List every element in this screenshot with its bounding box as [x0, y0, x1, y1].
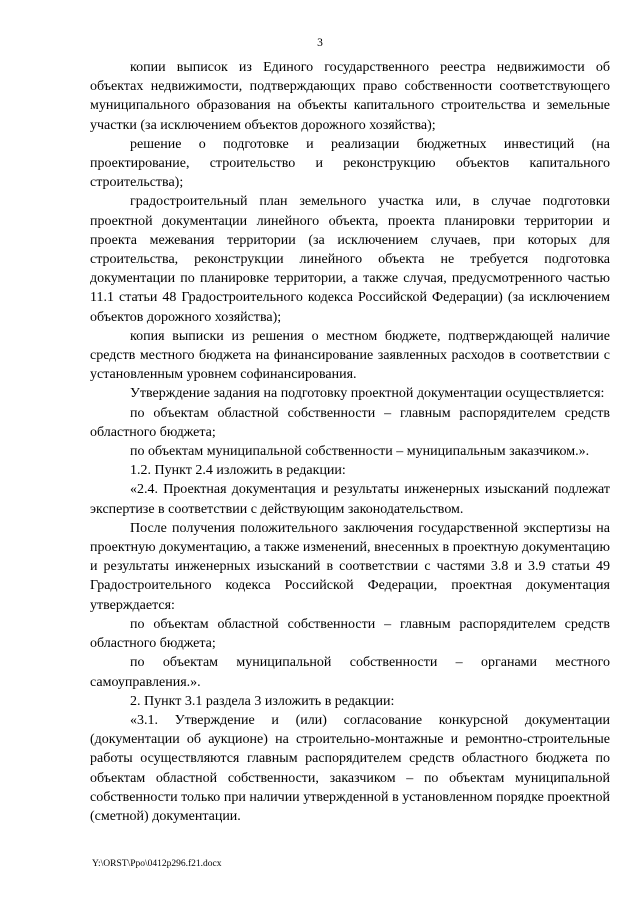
paragraph: 2. Пункт 3.1 раздела 3 изложить в редакции:	[130, 693, 395, 709]
paragraph: по объектам муниципальной собственности – муниципальным заказчиком.».	[130, 444, 590, 460]
paragraph: «3.1. Утверждение и (или) согласование конкурсной документации (документации об аукционе) на строительно-монтажные и ремонтно-строительные работы осуществляются главным распорядителем средств областного бюджета по объектам областной собственности, заказчиком – по объектам муниципальной собственности только при наличии утвержденной в установленном порядке проектной (сметной) документации.	[90, 712, 610, 824]
paragraph: «2.4. Проектная документация и результаты инженерных изысканий подлежат экспертизе в соответствии с действующим законодательством.	[90, 482, 610, 517]
paragraph: После получения положительного заключения государственной экспертизы на проектную документацию, а также изменений, внесенных в проектную документацию и результаты инженерных изысканий в соответствии с частями 3.8 и 3.9 статьи 49 Градостроительного кодекса Российской Федерации, проектная документация утверждается:	[90, 520, 610, 613]
paragraph: копия выписки из решения о местном бюджете, подтверждающей наличие средств местного бюджета на финансирование заявленных расходов в соответствии с установленным уровнем софинансирования.	[90, 328, 610, 383]
paragraph: Утверждение задания на подготовку проектной документации осуществляется:	[130, 386, 605, 402]
paragraph: копии выписок из Единого государственного реестра недвижимости об объектах недвижимости, подтверждающих право собственности соответствующего муниципального образования на объекты капитального строительства и земельные участки (за исключением объектов дорожного хозяйства);	[90, 60, 610, 133]
paragraph: градостроительный план земельного участка или, в случае подготовки проектной документации линейного объекта, проекта планировки территории и проекта межевания территории (за исключением случаев, при которых для строительства, реконструкции линейного объекта не требуется подготовка документации по планировке территории, а также случая, предусмотренного частью 11.1 статьи 48 Градостроительного кодекса Российской Федерации) (за исключением объектов дорожного хозяйства);	[90, 194, 610, 325]
paragraph: решение о подготовке и реализации бюджетных инвестиций (на проектирование, строительство и реконструкцию объектов капитального строительства);	[90, 136, 610, 191]
page-number: 3	[317, 37, 323, 49]
file-path-footer: Y:\ORST\Ppo\0412p296.f21.docx	[92, 859, 222, 869]
paragraph: по объектам областной собственности – главным распорядителем средств областного бюджета;	[90, 405, 610, 440]
document-body	[90, 58, 610, 826]
paragraph: по объектам областной собственности – главным распорядителем средств областного бюджета;	[90, 616, 610, 652]
paragraph: 1.2. Пункт 2.4 изложить в редакции:	[130, 463, 346, 479]
paragraph: по объектам муниципальной собственности – органами местного самоуправления.».	[90, 655, 610, 690]
